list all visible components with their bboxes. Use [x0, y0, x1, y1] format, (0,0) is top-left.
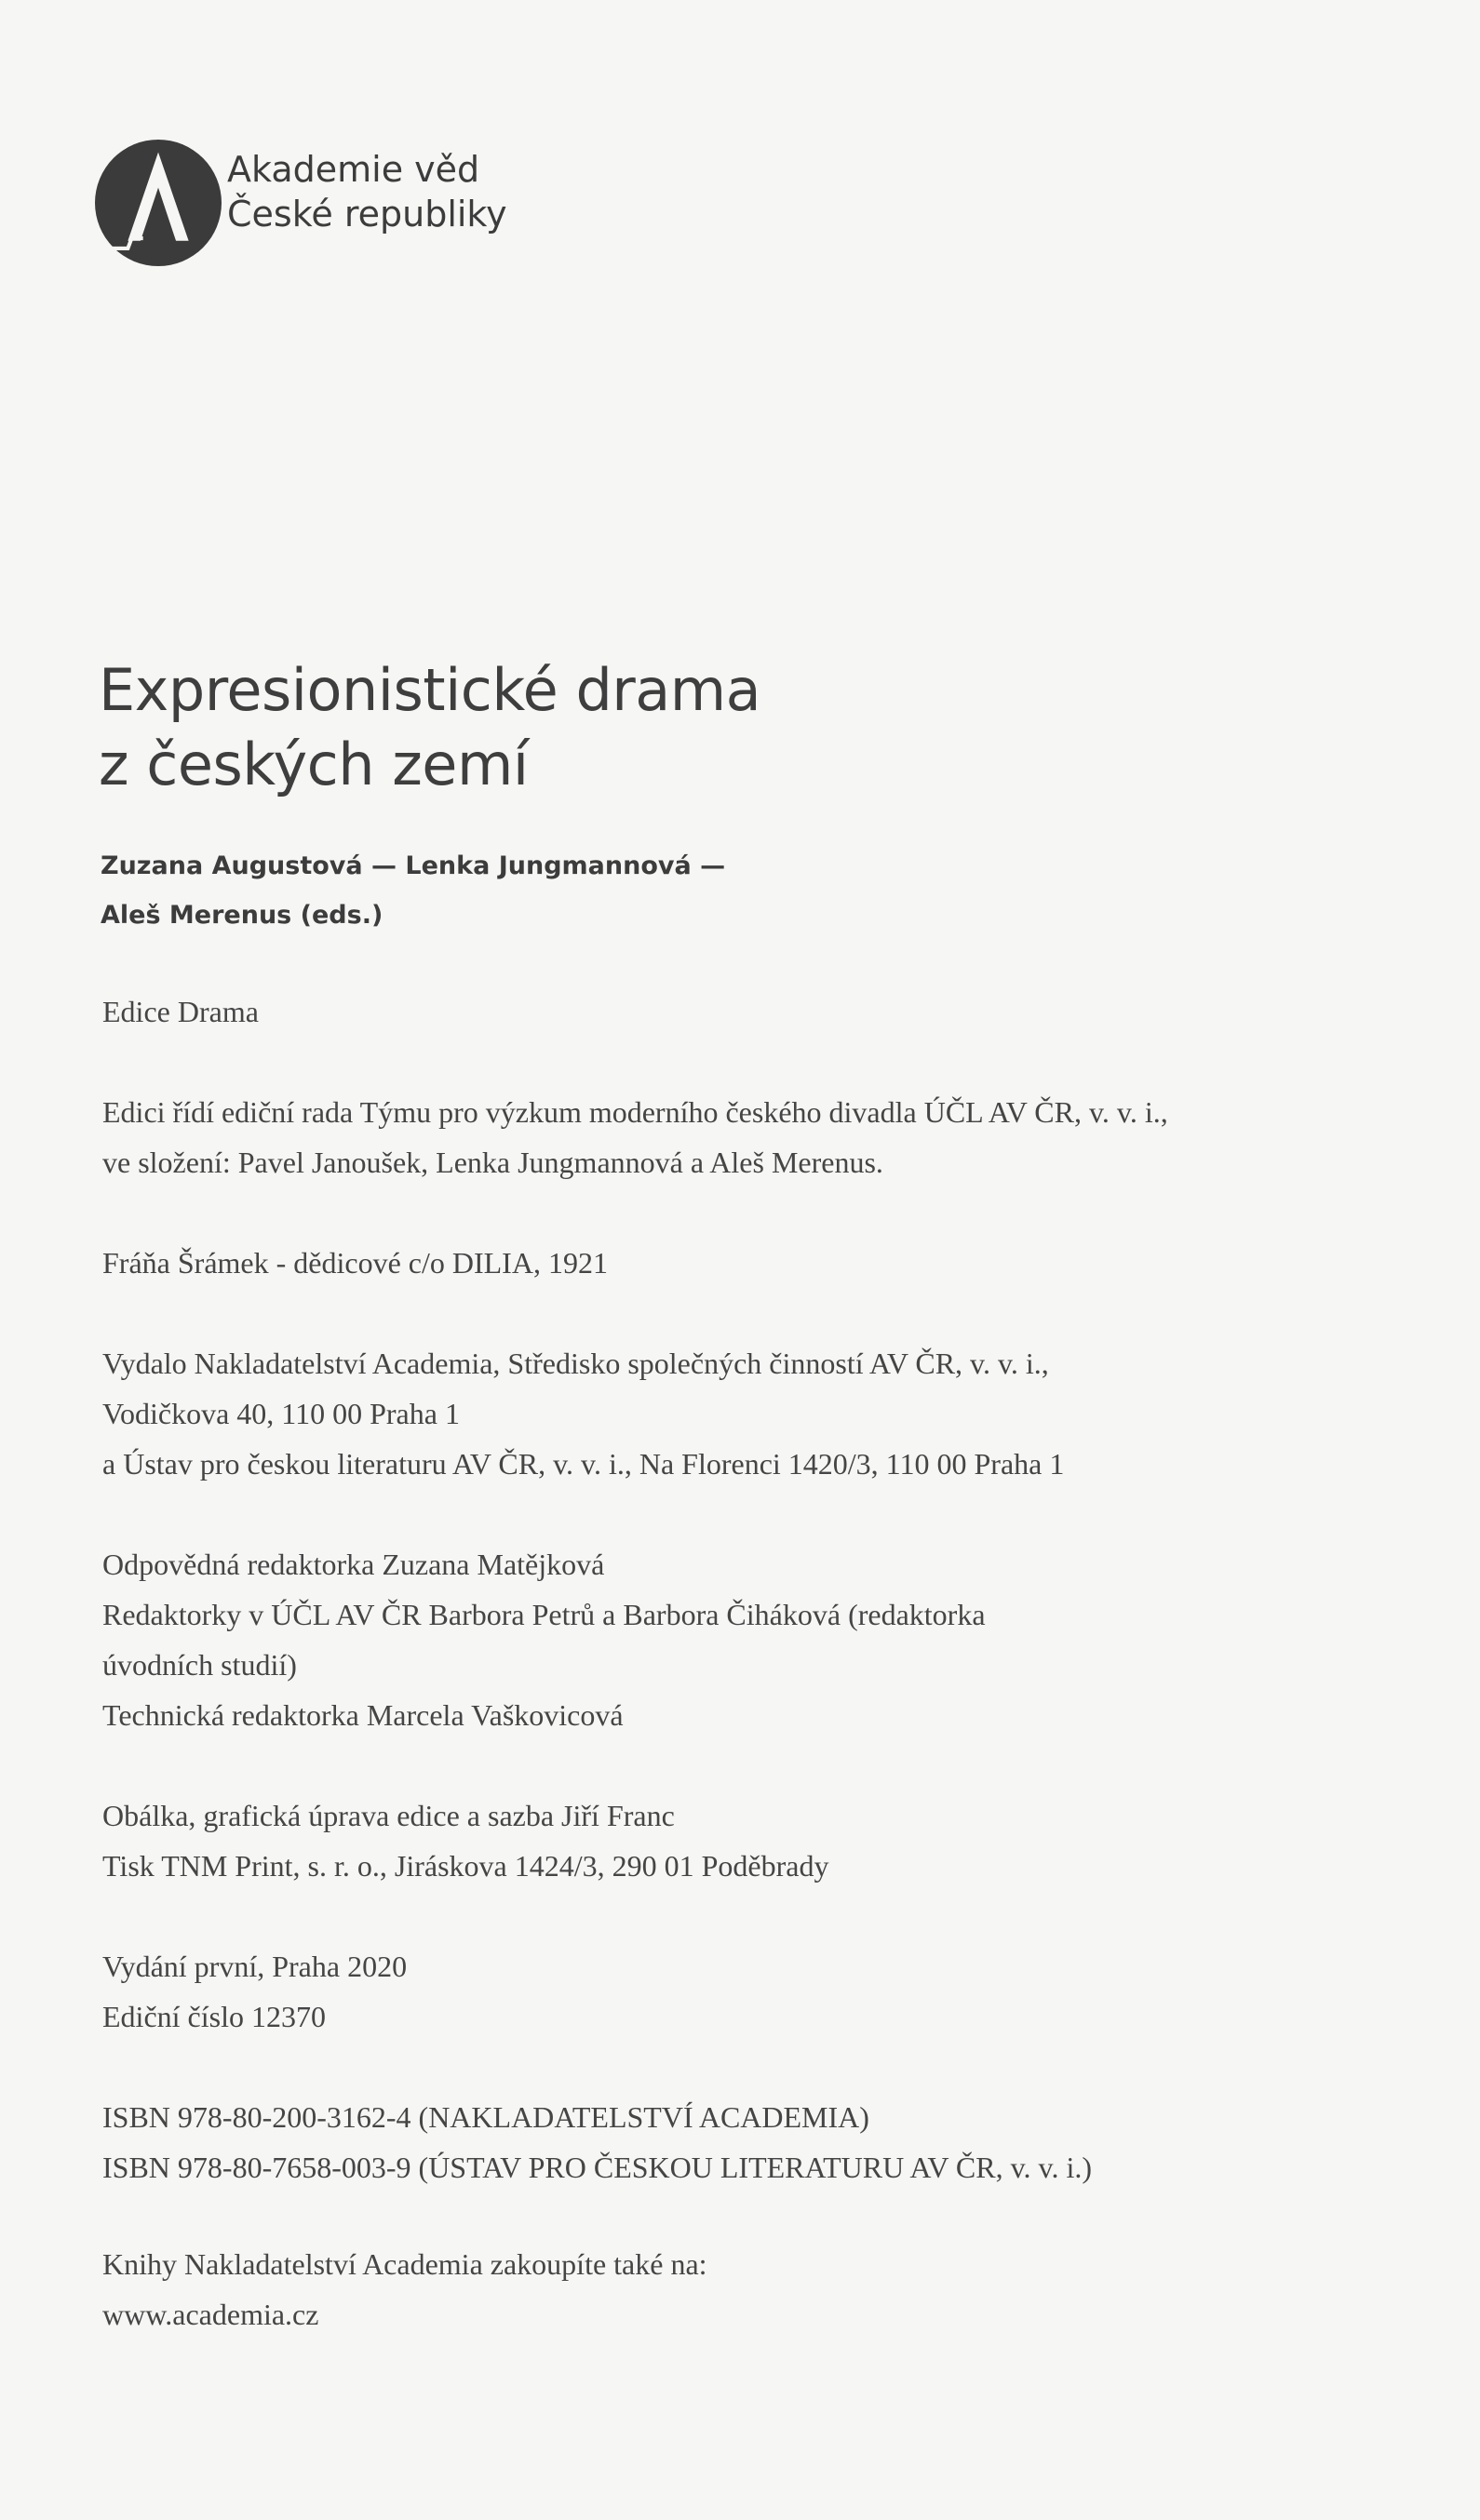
isbn-info: ISBN 978-80-200-3162-4 (NAKLADATELSTVÍ ACADEMIA) ISBN 978-80-7658-003-9 (ÚSTAV PRO ČESKOU LITERATURU AV ČR, v. v. i.): [102, 2100, 1092, 2184]
copyright-line: Fráňa Šrámek - dědicové c/o DILIA, 1921: [102, 1246, 608, 1280]
imprint: [102, 986, 1387, 2390]
logo-line-1: Akademie věd: [227, 149, 480, 190]
logo-text: [227, 147, 507, 236]
edition-board: Edici řídí ediční rada Týmu pro výzkum moderního českého divadla ÚČL AV ČR, v. v. i., ve složení: Pavel Janoušek, Lenka Jungmannová a Aleš Merenus.: [102, 1095, 1168, 1179]
authors: [101, 841, 725, 940]
editors-info: Odpovědná redaktorka Zuzana Matějková Redaktorky v ÚČL AV ČR Barbora Petrů a Barbora Čiháková (redaktorka úvodních studií) Technická redaktorka Marcela Vaškovicová: [102, 1548, 986, 1732]
academy-a-icon: [95, 140, 222, 266]
book-title: [99, 653, 760, 802]
shop-info: Knihy Nakladatelství Academia zakoupíte také na: www.academia.cz: [102, 2239, 1387, 2339]
edition-info: Vydání první, Praha 2020 Ediční číslo 12370: [102, 1950, 408, 2033]
authors-line-1: Zuzana Augustová — Lenka Jungmannová —: [101, 851, 726, 880]
edition-name: Edice Drama: [102, 995, 259, 1028]
shop-url: www.academia.cz: [102, 2298, 319, 2331]
logo-line-2: České republiky: [227, 194, 507, 235]
publisher-info: Vydalo Nakladatelství Academia, Středisko společných činností AV ČR, v. v. i., Vodičkova 40, 110 00 Praha 1 a Ústav pro českou literaturu AV ČR, v. v. i., Na Florenci 1420/3, 110 00 Praha 1: [102, 1347, 1065, 1481]
design-print-info: Obálka, grafická úprava edice a sazba Jiří Franc Tisk TNM Print, s. r. o., Jiráskova 1424/3, 290 01 Poděbrady: [102, 1799, 829, 1883]
title-line-2: z českých zemí: [99, 731, 529, 798]
title-line-1: Expresionistické drama: [99, 656, 761, 724]
authors-line-2: Aleš Merenus (eds.): [101, 901, 383, 930]
